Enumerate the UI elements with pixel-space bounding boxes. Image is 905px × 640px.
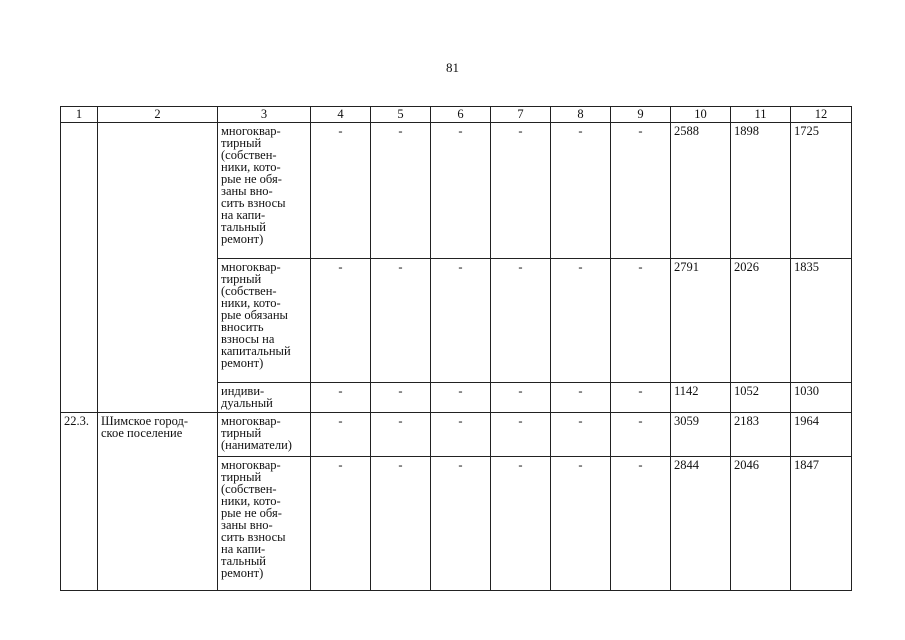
column-header: 5 <box>371 107 431 123</box>
row-number-cell <box>61 123 98 413</box>
value-cell: - <box>311 123 371 259</box>
value-cell: - <box>371 259 431 383</box>
value-cell: 2026 <box>731 259 791 383</box>
column-header: 7 <box>491 107 551 123</box>
column-header: 9 <box>611 107 671 123</box>
table-row <box>61 123 852 259</box>
value-cell: - <box>431 383 491 413</box>
value-cell: - <box>491 123 551 259</box>
value-cell: 1847 <box>791 457 852 591</box>
column-header: 4 <box>311 107 371 123</box>
value-cell: - <box>311 383 371 413</box>
table-row <box>61 413 852 457</box>
housing-type-text: многоквар- тирный (собствен- ники, кото- рые обязаны вносить взносы на капитальный ремонт) <box>221 260 291 370</box>
settlement-cell <box>98 123 218 413</box>
housing-type-text: многоквар- тирный (наниматели) <box>221 414 292 452</box>
value-cell: - <box>311 413 371 457</box>
value-cell: - <box>371 383 431 413</box>
table-header-row <box>61 107 852 123</box>
value-cell: - <box>431 259 491 383</box>
column-header: 10 <box>671 107 731 123</box>
value-cell: - <box>551 413 611 457</box>
housing-type-cell <box>218 457 311 591</box>
value-cell: - <box>371 123 431 259</box>
settlement-text: Шимское город- ское поселение <box>101 414 188 440</box>
value-cell: - <box>491 383 551 413</box>
value-cell: 2183 <box>731 413 791 457</box>
column-header: 11 <box>731 107 791 123</box>
value-cell: 1030 <box>791 383 852 413</box>
housing-type-text: индиви- дуальный <box>221 384 273 410</box>
value-cell: 2588 <box>671 123 731 259</box>
value-cell: 3059 <box>671 413 731 457</box>
value-cell: - <box>611 457 671 591</box>
value-cell: - <box>551 383 611 413</box>
value-cell: - <box>611 383 671 413</box>
value-cell: - <box>371 413 431 457</box>
value-cell: - <box>611 413 671 457</box>
housing-type-cell <box>218 413 311 457</box>
tariff-table <box>60 106 852 591</box>
page-number: 81 <box>446 60 459 75</box>
column-header: 2 <box>98 107 218 123</box>
settlement-cell <box>98 413 218 591</box>
row-number-cell: 22.3. <box>61 413 98 591</box>
column-header: 8 <box>551 107 611 123</box>
value-cell: - <box>491 259 551 383</box>
value-cell: 2046 <box>731 457 791 591</box>
housing-type-cell <box>218 383 311 413</box>
value-cell: - <box>431 413 491 457</box>
value-cell: 1835 <box>791 259 852 383</box>
value-cell: 1142 <box>671 383 731 413</box>
housing-type-text: многоквар- тирный (собствен- ники, кото- рые не обя- заны вно- сить взносы на капи- тальный ремонт) <box>221 124 286 246</box>
value-cell: 1964 <box>791 413 852 457</box>
housing-type-cell <box>218 259 311 383</box>
value-cell: - <box>551 123 611 259</box>
value-cell: - <box>611 259 671 383</box>
value-cell: - <box>551 457 611 591</box>
column-header: 3 <box>218 107 311 123</box>
housing-type-text: многоквар- тирный (собствен- ники, кото- рые не обя- заны вно- сить взносы на капи- тальный ремонт) <box>221 458 286 580</box>
value-cell: 2791 <box>671 259 731 383</box>
value-cell: - <box>431 457 491 591</box>
value-cell: - <box>551 259 611 383</box>
value-cell: 2844 <box>671 457 731 591</box>
column-header: 1 <box>61 107 98 123</box>
value-cell: - <box>611 123 671 259</box>
column-header: 6 <box>431 107 491 123</box>
column-header: 12 <box>791 107 852 123</box>
value-cell: 1725 <box>791 123 852 259</box>
value-cell: - <box>311 259 371 383</box>
value-cell: - <box>371 457 431 591</box>
housing-type-cell <box>218 123 311 259</box>
value-cell: - <box>431 123 491 259</box>
value-cell: - <box>491 413 551 457</box>
value-cell: - <box>311 457 371 591</box>
value-cell: - <box>491 457 551 591</box>
value-cell: 1052 <box>731 383 791 413</box>
value-cell: 1898 <box>731 123 791 259</box>
